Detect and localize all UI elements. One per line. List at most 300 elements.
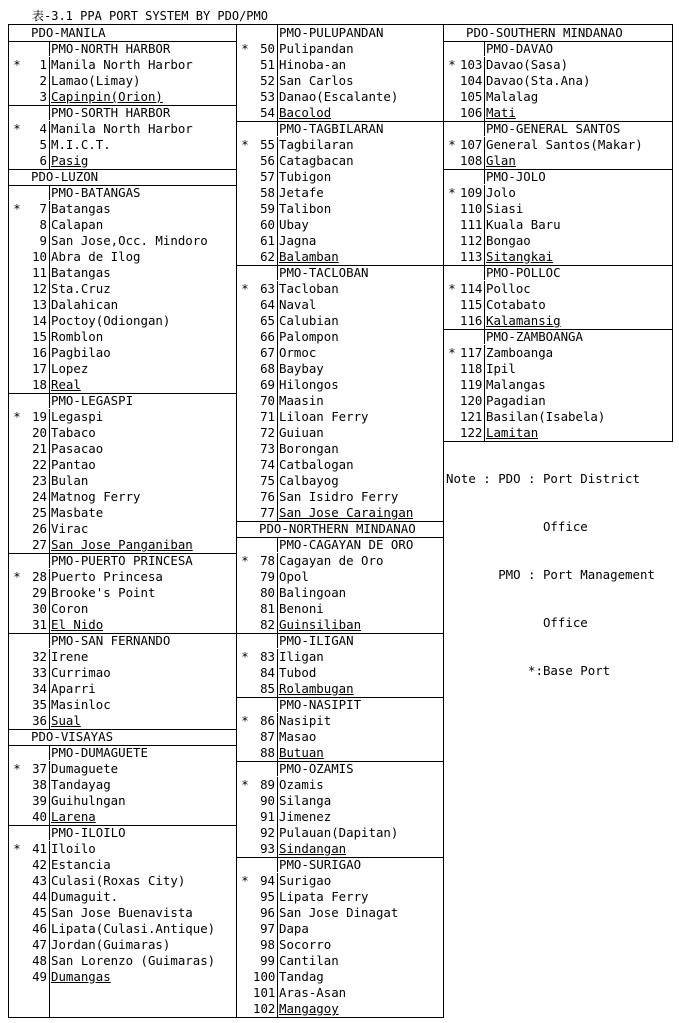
pmo-header: [237, 857, 443, 873]
table-row: [9, 617, 236, 633]
base-port-mark: *: [241, 649, 249, 664]
table-row: [9, 441, 236, 457]
port-number: 50: [260, 41, 275, 56]
table-row: [9, 761, 236, 777]
pmo-header: [444, 41, 672, 57]
port-name: Batangas: [51, 201, 111, 216]
table-row: [237, 665, 443, 681]
base-port-mark: [237, 681, 253, 697]
base-port-mark: *: [13, 121, 21, 136]
base-port-mark: [237, 825, 253, 841]
port-name: Tabaco: [51, 425, 96, 440]
port-number: 31: [32, 617, 47, 632]
port-number: 18: [32, 377, 47, 392]
table-row: [9, 889, 236, 905]
mark-cell: [237, 537, 253, 553]
base-port-mark: *: [241, 41, 249, 56]
mark-cell: [9, 825, 25, 841]
note-line: Office: [446, 615, 588, 630]
table-row: [237, 777, 443, 793]
base-port-mark: [237, 249, 253, 265]
port-number: 104: [460, 73, 483, 88]
port-number: 81: [260, 601, 275, 616]
base-port-mark: [9, 889, 25, 905]
table-row: [237, 169, 443, 185]
base-port-mark: *: [13, 201, 21, 216]
base-port-mark: [237, 89, 253, 105]
base-port-mark: [9, 793, 25, 809]
port-name: Lamao(Limay): [51, 73, 141, 88]
table-row: [9, 697, 236, 713]
table-row: [444, 377, 672, 393]
port-name: Jagna: [279, 233, 317, 248]
base-port-mark: [9, 777, 25, 793]
table-row: [237, 393, 443, 409]
port-number: 29: [32, 585, 47, 600]
base-port-mark: [237, 489, 253, 505]
table-row: [444, 217, 672, 233]
port-number: 38: [32, 777, 47, 792]
port-name: Manila North Harbor: [51, 57, 193, 72]
port-number: 35: [32, 697, 47, 712]
port-number: 39: [32, 793, 47, 808]
port-number: 37: [32, 761, 47, 776]
port-number: 109: [460, 185, 483, 200]
port-name: Puerto Princesa: [51, 569, 163, 584]
base-port-mark: *: [448, 345, 456, 360]
number-cell: [25, 393, 49, 409]
table-row: [237, 153, 443, 169]
number-cell: [460, 329, 484, 345]
port-number: 85: [260, 681, 275, 696]
port-number: 83: [260, 649, 275, 664]
base-port-mark: [9, 361, 25, 377]
port-name: Masbate: [51, 505, 104, 520]
port-number: 121: [460, 409, 483, 424]
base-port-mark: [9, 217, 25, 233]
base-port-mark: [237, 841, 253, 857]
table-row: [237, 377, 443, 393]
base-port-mark: [237, 377, 253, 393]
table-row: [444, 393, 672, 409]
base-port-mark: [9, 537, 25, 553]
port-number: 74: [260, 457, 275, 472]
table-row: [9, 73, 236, 89]
divider: [49, 985, 50, 1001]
base-port-mark: [9, 313, 25, 329]
table-row: [9, 649, 236, 665]
port-number: 14: [32, 313, 47, 328]
port-name: Sta.Cruz: [51, 281, 111, 296]
mark-cell: [9, 105, 25, 121]
pmo-header: [9, 825, 236, 841]
table-row: [9, 457, 236, 473]
port-name: Catbalogan: [279, 457, 354, 472]
mark-cell: [9, 745, 25, 761]
port-name: Bongao: [486, 233, 531, 248]
pmo-header: [237, 25, 443, 41]
pmo-header: [237, 761, 443, 777]
base-port-mark: [9, 713, 25, 729]
port-number: 65: [260, 313, 275, 328]
column-2: [237, 24, 444, 1018]
port-number: 55: [260, 137, 275, 152]
port-name: Capinpin(Orion): [51, 89, 163, 104]
pmo-label: PMO-BATANGAS: [51, 185, 141, 200]
mark-cell: [9, 985, 25, 1001]
table-row: [9, 297, 236, 313]
table-row: [9, 265, 236, 281]
base-port-mark: [237, 969, 253, 985]
port-number: 76: [260, 489, 275, 504]
table-row: [9, 121, 236, 137]
port-name: Sual: [51, 713, 81, 728]
base-port-mark: *: [13, 569, 21, 584]
port-name: Aparri: [51, 681, 96, 696]
port-name: Zamboanga: [486, 345, 554, 360]
table-row: [444, 345, 672, 361]
port-name: Lopez: [51, 361, 89, 376]
base-port-mark: [237, 665, 253, 681]
port-number: 103: [460, 57, 483, 72]
mark-cell: [444, 121, 460, 137]
table-row: [237, 73, 443, 89]
port-number: 78: [260, 553, 275, 568]
base-port-mark: [9, 665, 25, 681]
port-name: Davao(Sasa): [486, 57, 569, 72]
base-port-mark: [237, 361, 253, 377]
divider: [49, 1001, 50, 1017]
port-number: 93: [260, 841, 275, 856]
mark-cell: [444, 329, 460, 345]
pmo-header: [444, 329, 672, 345]
port-name: Ubay: [279, 217, 309, 232]
port-number: 58: [260, 185, 275, 200]
port-name: Pasacao: [51, 441, 104, 456]
table-row: [444, 153, 672, 169]
port-number: 96: [260, 905, 275, 920]
table-row: [9, 233, 236, 249]
base-port-mark: [9, 873, 25, 889]
port-name: Danao(Escalante): [279, 89, 399, 104]
port-number: 43: [32, 873, 47, 888]
port-name: Iloilo: [51, 841, 96, 856]
port-name: M.I.C.T.: [51, 137, 111, 152]
base-port-mark: [9, 345, 25, 361]
port-number: 86: [260, 713, 275, 728]
number-cell: [253, 25, 277, 41]
port-number: 119: [460, 377, 483, 392]
port-number: 61: [260, 233, 275, 248]
number-cell: [253, 121, 277, 137]
port-number: 112: [460, 233, 483, 248]
base-port-mark: [444, 89, 460, 105]
port-name: Tandag: [279, 969, 324, 984]
mark-cell: [444, 169, 460, 185]
number-cell: [460, 265, 484, 281]
table-row: [9, 809, 236, 825]
table-row: [237, 553, 443, 569]
port-name: Catagbacan: [279, 153, 354, 168]
port-name: Nasipit: [279, 713, 332, 728]
table-row: [9, 681, 236, 697]
port-number: 59: [260, 201, 275, 216]
port-name: Batangas: [51, 265, 111, 280]
base-port-mark: [237, 329, 253, 345]
table-row: [237, 41, 443, 57]
base-port-mark: [9, 489, 25, 505]
number-cell: [25, 1001, 49, 1017]
base-port-mark: [9, 953, 25, 969]
table-row: [237, 89, 443, 105]
note-line: Note : PDO : Port District: [446, 471, 640, 486]
pmo-header: [237, 121, 443, 137]
base-port-mark: [444, 217, 460, 233]
port-name: Pantao: [51, 457, 96, 472]
pmo-label: PMO-SORTH HARBOR: [51, 105, 171, 120]
pmo-label: PMO-ILOILO: [51, 825, 126, 840]
port-number: 34: [32, 681, 47, 696]
port-name: San Jose,Occ. Mindoro: [51, 233, 208, 248]
port-number: 102: [253, 1001, 276, 1016]
port-name: Calapan: [51, 217, 104, 232]
port-name: Virac: [51, 521, 89, 536]
port-number: 2: [39, 73, 47, 88]
table-row: [9, 505, 236, 521]
table-row: [9, 857, 236, 873]
port-number: 25: [32, 505, 47, 520]
table-row: [237, 905, 443, 921]
base-port-mark: [9, 681, 25, 697]
table-row: [9, 153, 236, 169]
port-number: 5: [39, 137, 47, 152]
port-number: 68: [260, 361, 275, 376]
table-row: [444, 201, 672, 217]
table-row: [237, 361, 443, 377]
port-name: Jolo: [486, 185, 516, 200]
base-port-mark: [237, 169, 253, 185]
port-name: Lamitan: [486, 425, 539, 440]
port-name: Bacolod: [279, 105, 332, 120]
table-row: [237, 249, 443, 265]
base-port-mark: *: [448, 57, 456, 72]
port-name: Cotabato: [486, 297, 546, 312]
table-row: [9, 537, 236, 553]
port-name: Tacloban: [279, 281, 339, 296]
base-port-mark: [9, 905, 25, 921]
base-port-mark: [444, 409, 460, 425]
port-number: 13: [32, 297, 47, 312]
base-port-mark: [237, 793, 253, 809]
port-name: Pulipandan: [279, 41, 354, 56]
table-row: [237, 233, 443, 249]
port-number: 15: [32, 329, 47, 344]
port-name: Romblon: [51, 329, 104, 344]
table-row: [237, 617, 443, 633]
table-row: [237, 105, 443, 121]
port-name: El Nido: [51, 617, 104, 632]
blank-row: [9, 985, 236, 1001]
table-row: [9, 601, 236, 617]
table-row: [9, 569, 236, 585]
pdo-label: PDO-SOUTHERN MINDANAO: [466, 25, 623, 40]
table-row: [444, 249, 672, 265]
port-name: Palompon: [279, 329, 339, 344]
base-port-mark: [237, 809, 253, 825]
table-row: [9, 873, 236, 889]
port-number: 44: [32, 889, 47, 904]
port-name: Maasin: [279, 393, 324, 408]
base-port-mark: [9, 281, 25, 297]
port-name: San Isidro Ferry: [279, 489, 399, 504]
mark-cell: [237, 121, 253, 137]
port-number: 108: [460, 153, 483, 168]
table-row: [237, 889, 443, 905]
port-number: 111: [460, 217, 483, 232]
port-name: Sindangan: [279, 841, 347, 856]
port-name: Kalamansig: [486, 313, 561, 328]
base-port-mark: [9, 697, 25, 713]
table-row: [9, 377, 236, 393]
base-port-mark: [9, 457, 25, 473]
column-1: [8, 24, 237, 1018]
port-number: 46: [32, 921, 47, 936]
port-name: Butuan: [279, 745, 324, 760]
table-row: [9, 313, 236, 329]
base-port-mark: [237, 393, 253, 409]
number-cell: [25, 185, 49, 201]
table-row: [444, 89, 672, 105]
base-port-mark: [444, 249, 460, 265]
port-number: 6: [39, 153, 47, 168]
port-number: 120: [460, 393, 483, 408]
pmo-header: [444, 121, 672, 137]
pmo-header: [9, 41, 236, 57]
base-port-mark: [9, 585, 25, 601]
port-number: 10: [32, 249, 47, 264]
port-number: 26: [32, 521, 47, 536]
mark-cell: [9, 553, 25, 569]
port-name: Tubigon: [279, 169, 332, 184]
pmo-label: PMO-CAGAYAN DE ORO: [279, 537, 414, 552]
port-name: Hilongos: [279, 377, 339, 392]
number-cell: [460, 41, 484, 57]
port-number: 17: [32, 361, 47, 376]
port-name: Tubod: [279, 665, 317, 680]
port-number: 54: [260, 105, 275, 120]
base-port-mark: *: [241, 873, 249, 888]
table-row: [237, 185, 443, 201]
table-row: [9, 217, 236, 233]
number-cell: [25, 553, 49, 569]
base-port-mark: [237, 585, 253, 601]
port-number: 116: [460, 313, 483, 328]
base-port-mark: [9, 89, 25, 105]
pdo-header: [9, 729, 236, 745]
base-port-mark: [237, 201, 253, 217]
pmo-header: [444, 265, 672, 281]
base-port-mark: [9, 601, 25, 617]
pdo-header: [9, 169, 236, 185]
port-number: 64: [260, 297, 275, 312]
mark-cell: [237, 25, 253, 41]
base-port-mark: *: [241, 777, 249, 792]
table-row: [9, 953, 236, 969]
note-line: *:Base Port: [446, 663, 611, 678]
port-number: 115: [460, 297, 483, 312]
port-name: San Lorenzo (Guimaras): [51, 953, 216, 968]
port-name: Jordan(Guimaras): [51, 937, 171, 952]
table-row: [9, 57, 236, 73]
base-port-mark: [9, 649, 25, 665]
table-row: [237, 601, 443, 617]
table-row: [237, 921, 443, 937]
port-number: 30: [32, 601, 47, 616]
table-row: [237, 713, 443, 729]
base-port-mark: [237, 153, 253, 169]
table-row: [237, 441, 443, 457]
port-name: Currimao: [51, 665, 111, 680]
base-port-mark: [237, 297, 253, 313]
port-name: Tagbilaran: [279, 137, 354, 152]
port-number: 92: [260, 825, 275, 840]
table-row: [9, 137, 236, 153]
base-port-mark: [237, 73, 253, 89]
port-number: 87: [260, 729, 275, 744]
port-name: Pulauan(Dapitan): [279, 825, 399, 840]
table-row: [9, 585, 236, 601]
table-row: [237, 745, 443, 761]
pmo-label: PMO-POLLOC: [486, 265, 561, 280]
base-port-mark: [9, 441, 25, 457]
base-port-mark: [444, 377, 460, 393]
table-row: [237, 345, 443, 361]
pmo-header: [9, 633, 236, 649]
base-port-mark: [237, 473, 253, 489]
port-name: Ormoc: [279, 345, 317, 360]
number-cell: [253, 857, 277, 873]
table-row: [444, 105, 672, 121]
base-port-mark: [444, 201, 460, 217]
port-number: 4: [39, 121, 47, 136]
port-number: 27: [32, 537, 47, 552]
number-cell: [253, 265, 277, 281]
port-number: 33: [32, 665, 47, 680]
port-number: 89: [260, 777, 275, 792]
port-number: 63: [260, 281, 275, 296]
table-row: [237, 313, 443, 329]
base-port-mark: *: [13, 57, 21, 72]
pmo-label: PMO-OZAMIS: [279, 761, 354, 776]
port-name: Basilan(Isabela): [486, 409, 606, 424]
base-port-mark: [237, 425, 253, 441]
table-row: [9, 425, 236, 441]
base-port-mark: [237, 105, 253, 121]
table-row: [444, 137, 672, 153]
table-row: [237, 729, 443, 745]
legend-note: [446, 439, 676, 695]
table-row: [9, 489, 236, 505]
table-row: [237, 649, 443, 665]
table-row: [9, 409, 236, 425]
base-port-mark: [444, 233, 460, 249]
table-row: [9, 281, 236, 297]
port-number: 97: [260, 921, 275, 936]
table-row: [9, 841, 236, 857]
table-row: [237, 985, 443, 1001]
base-port-mark: [9, 921, 25, 937]
port-number: 24: [32, 489, 47, 504]
